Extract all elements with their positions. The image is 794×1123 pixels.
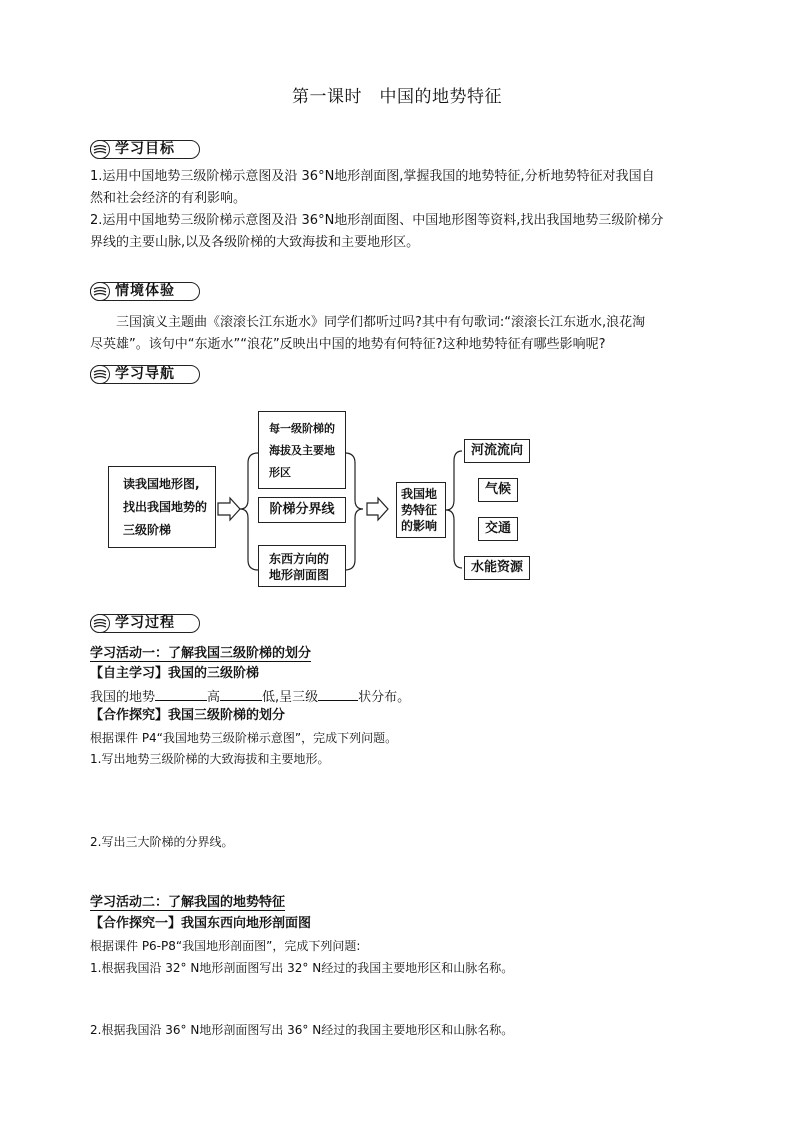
section-label: 学习导航 [115,366,175,382]
self-study-heading: 【自主学习】我国的三级阶梯 [90,666,260,681]
scenario-paragraph: 三国演义主题曲《滚滚长江东逝水》同学们都听过吗?其中有句歌词:“滚滚长江东逝水,浪花淘 尽英雄”。该句中“东逝水”“浪花”反映出中国的地势有何特征?这种地势特征有哪些影响呢? [90,315,646,352]
book-icon [90,365,110,384]
question-2: 2.写出三大阶梯的分界线。 [90,835,234,849]
question-3: 1.根据我国沿 32° N地形剖面图写出 32° N经过的我国主要地形区和山脉名称。 [90,961,514,975]
answer-blank-3[interactable] [318,686,358,701]
section-header-navigation [90,365,200,384]
activity-1-heading: 学习活动一：了解我国三级阶梯的划分 [90,646,312,661]
flow-climate-box: 气候 [478,478,518,502]
question-1: 1.写出地势三级阶梯的大致海拔和主要地形。 [90,752,330,766]
objective-item-2: 2.运用中国地势三级阶梯示意图及沿 36°N地形剖面图、中国地形图等资料,找出我国地势三级阶梯分 界线的主要山脉,以及各级阶梯的大致海拔和主要地形区。 [90,213,664,250]
section-label: 学习目标 [115,141,175,157]
flow-start-box: 读我国地形图, 找出我国地势的 三级阶梯 [108,466,216,548]
coop2-intro: 根据课件 P6-P8“我国地形剖面图”，完成下列问题: [90,939,361,953]
book-icon [90,140,110,159]
flow-river-box: 河流流向 [464,439,530,463]
section-header-process [90,614,200,633]
book-icon [90,614,110,633]
flow-hydro-box: 水能资源 [464,556,530,580]
coop2-heading: 【合作探究一】我国东西向地形剖面图 [90,916,312,931]
flow-elevation-box: 每一级阶梯的 海拔及主要地 形区 [258,411,346,489]
flow-boundary-box: 阶梯分界线 [258,497,346,523]
coop-intro: 根据课件 P4“我国地势三级阶梯示意图”，完成下列问题。 [90,731,398,745]
section-header-scenario [90,282,200,301]
flow-profile-box: 东西方向的 地形剖面图 [258,545,346,587]
book-icon [90,282,110,301]
activity-2-heading: 学习活动二：了解我国的地势特征 [90,895,286,910]
coop-heading: 【合作探究】我国三级阶梯的划分 [90,708,286,723]
page-title: 第一课时 中国的地势特征 [292,87,502,107]
answer-blank-1[interactable] [155,686,207,701]
flow-transport-box: 交通 [478,517,518,541]
flow-impact-box: 我国地 势特征 的影响 [396,482,446,538]
section-header-objectives [90,140,200,159]
question-4: 2.根据我国沿 36° N地形剖面图写出 36° N经过的我国主要地形区和山脉名称。 [90,1023,514,1037]
answer-blank-2[interactable] [220,686,262,701]
section-label: 情境体验 [115,283,175,299]
fill-blank-sentence: 我国的地势 高 低,呈三级 状分布。 [90,686,710,708]
section-label: 学习过程 [115,615,175,631]
objective-item-1: 1.运用中国地势三级阶梯示意图及沿 36°N地形剖面图,掌握我国的地势特征,分析地势特征对我国自 然和社会经济的有利影响。 [90,169,655,206]
